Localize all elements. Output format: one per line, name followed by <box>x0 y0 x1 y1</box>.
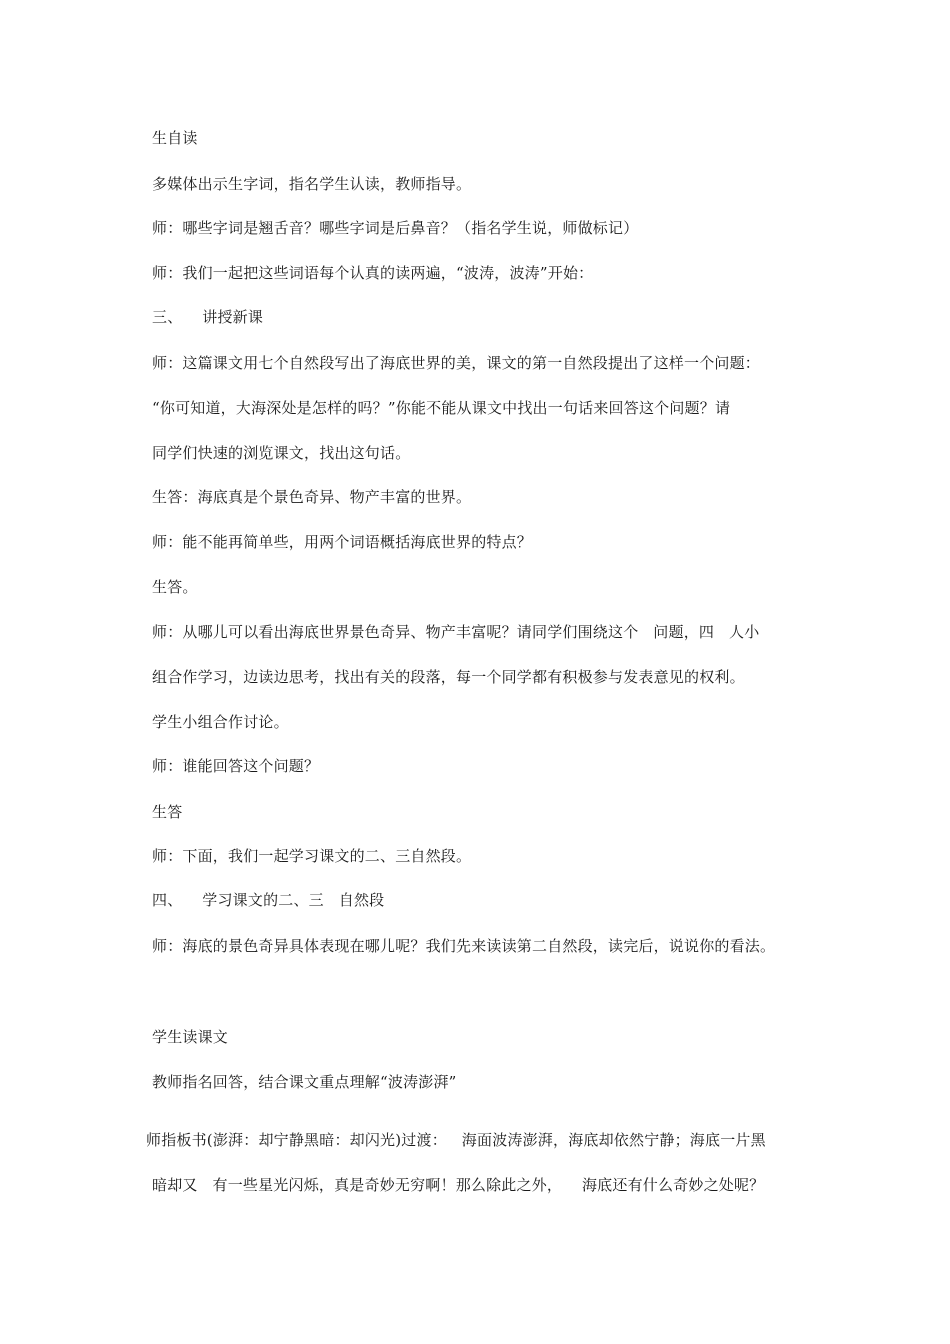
text-line: 师：能不能再简单些，用两个词语概括海底世界的特点？ <box>152 533 533 551</box>
text-line: 师：海底的景色奇异具体表现在哪儿呢？我们先来读读第二自然段，读完后，说说你的看法。 <box>152 937 776 955</box>
text-line: 师：从哪儿可以看出海底世界景色奇异、物产丰富呢？请同学们围绕这个 问题，四 人小 <box>152 623 760 641</box>
text-line: 师：哪些字词是翘舌音？哪些字词是后鼻音？（指名学生说，师做标记） <box>152 219 639 237</box>
text-line: 师指板书(澎湃：却宁静黑暗：却闪光)过渡： 海面波涛澎湃，海底却依然宁静；海底一片黑 <box>146 1131 766 1149</box>
text-line: 师：这篇课文用七个自然段写出了海底世界的美，课文的第一自然段提出了这样一个问题： <box>152 354 761 372</box>
text-line: 学生读课文 <box>152 1028 229 1046</box>
section-heading: 四、 学习课文的二、三 自然段 <box>152 891 385 909</box>
text-line: 生答：海底真是个景色奇异、物产丰富的世界。 <box>152 488 472 506</box>
text-line: 组合作学习，边读边思考，找出有关的段落，每一个同学都有积极参与发表意见的权利。 <box>152 668 745 686</box>
text-line: 暗却又 有一些星光闪烁，真是奇妙无穷啊！那么除此之外， 海底还有什么奇妙之处呢？ <box>152 1176 765 1194</box>
text-line: 生自读 <box>152 129 198 147</box>
text-line: “你可知道，大海深处是怎样的吗？”你能不能从课文中找出一句话来回答这个问题？请 <box>152 399 731 417</box>
text-line: 师：我们一起把这些词语每个认真的读两遍，“波涛，波涛”开始： <box>152 264 594 282</box>
text-line: 师：谁能回答这个问题？ <box>152 757 320 775</box>
text-line: 学生小组合作讨论。 <box>152 713 289 731</box>
section-heading: 三、 讲授新课 <box>152 308 264 326</box>
text-line: 同学们快速的浏览课文，找出这句话。 <box>152 444 411 462</box>
text-line: 生答 <box>152 803 183 821</box>
text-line: 师：下面，我们一起学习课文的二、三自然段。 <box>152 847 472 865</box>
text-line: 生答。 <box>152 578 198 596</box>
text-line: 多媒体出示生字词，指名学生认读，教师指导。 <box>152 175 472 193</box>
text-line: 教师指名回答，结合课文重点理解“波涛澎湃” <box>152 1073 457 1091</box>
